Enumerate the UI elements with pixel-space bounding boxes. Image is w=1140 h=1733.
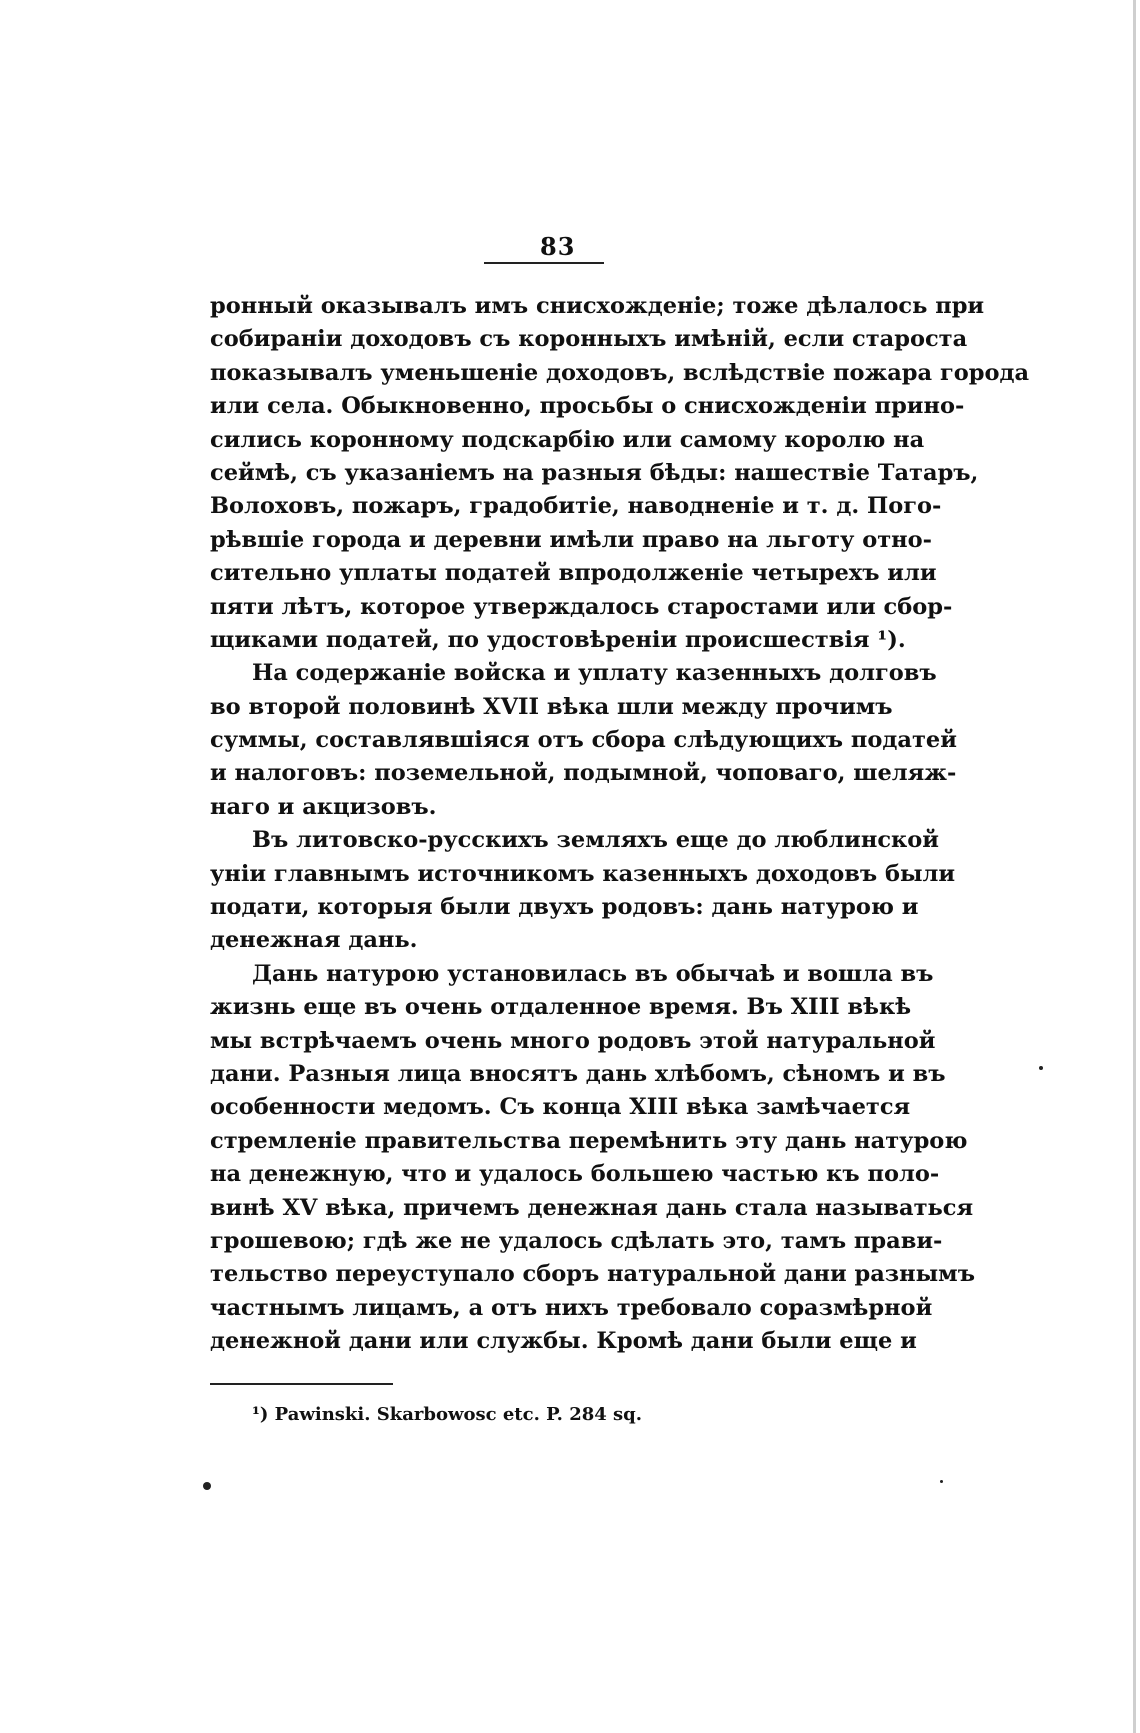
text-line: ронный оказывалъ имъ снисхожденіе; тоже дѣлалось при <box>210 293 985 319</box>
ink-speck <box>940 1480 943 1483</box>
text-line: уніи главнымъ источникомъ казенныхъ доходовъ были <box>210 860 956 887</box>
text-line: суммы, составлявшіяся отъ сбора слѣдующихъ податей <box>210 727 957 754</box>
text-line: во второй половинѣ XVII вѣка шли между прочимъ <box>210 693 893 720</box>
text-line: на денежную, что и удалось большею частью къ поло- <box>210 1161 940 1188</box>
footnote: ¹) Pawinski. Skarbowosc etc. P. 284 sq. <box>252 1404 643 1425</box>
text-line: собираніи доходовъ съ коронныхъ имѣній, если староста <box>210 326 968 353</box>
text-line: тельство переуступало сборъ натуральной дани разнымъ <box>210 1261 975 1288</box>
page-number: 83 <box>540 232 576 261</box>
body-text <box>210 290 1030 1359</box>
text-line: винѣ XV вѣка, причемъ денежная дань стала называться <box>210 1194 974 1221</box>
text-line: денежной дани или службы. Кромѣ дани были еще и <box>210 1328 917 1355</box>
scan-edge <box>1133 0 1136 1733</box>
text-line: Волоховъ, пожаръ, градобитіе, наводненіе и т. д. Пого- <box>210 493 942 520</box>
ink-speck <box>203 1482 211 1490</box>
text-line: денежная дань. <box>210 927 418 954</box>
text-line: частнымъ лицамъ, а отъ нихъ требовало соразмѣрной <box>210 1294 933 1321</box>
text-line: сеймѣ, съ указаніемъ на разныя бѣды: нашествіе Татаръ, <box>210 459 979 486</box>
text-line: Дань натурою установилась въ обычаѣ и вошла въ <box>252 960 934 987</box>
text-line: жизнь еще въ очень отдаленное время. Въ XIII вѣкѣ <box>210 994 912 1021</box>
text-line: особенности медомъ. Съ конца XIII вѣка замѣчается <box>210 1094 911 1121</box>
footnote-rule <box>210 1383 393 1385</box>
text-line: стремленіе правительства перемѣнить эту дань натурою <box>210 1127 968 1154</box>
text-line: На содержаніе войска и уплату казенныхъ долговъ <box>252 660 937 687</box>
text-line: щиками податей, по удостовѣреніи происшествія ¹). <box>210 626 906 653</box>
text-line: грошевою; гдѣ же не удалось сдѣлать это, тамъ прави- <box>210 1227 943 1254</box>
text-line: рѣвшіе города и деревни имѣли право на льготу отно- <box>210 526 932 553</box>
header-rule <box>484 262 604 264</box>
text-line: Въ литовско-русскихъ земляхъ еще до люблинской <box>252 827 939 854</box>
text-line: пяти лѣтъ, которое утверждалось старостами или сбор- <box>210 593 953 620</box>
text-line: подати, которыя были двухъ родовъ: дань натурою и <box>210 894 919 921</box>
text-line: показывалъ уменьшеніе доходовъ, вслѣдствіе пожара города <box>210 359 1030 386</box>
text-line: мы встрѣчаемъ очень много родовъ этой натуральной <box>210 1027 936 1054</box>
text-line: дани. Разныя лица вносятъ дань хлѣбомъ, сѣномъ и въ <box>210 1060 946 1087</box>
text-line: сились коронному подскарбію или самому королю на <box>210 426 925 453</box>
text-line: сительно уплаты податей впродолженіе четырехъ или <box>210 560 937 587</box>
text-line: или села. Обыкновенно, просьбы о снисхожденіи прино- <box>210 393 965 420</box>
text-line: и налоговъ: поземельной, подымной, чоповаго, шеляж- <box>210 760 957 787</box>
ink-speck <box>1039 1066 1043 1070</box>
text-line: наго и акцизовъ. <box>210 793 437 820</box>
